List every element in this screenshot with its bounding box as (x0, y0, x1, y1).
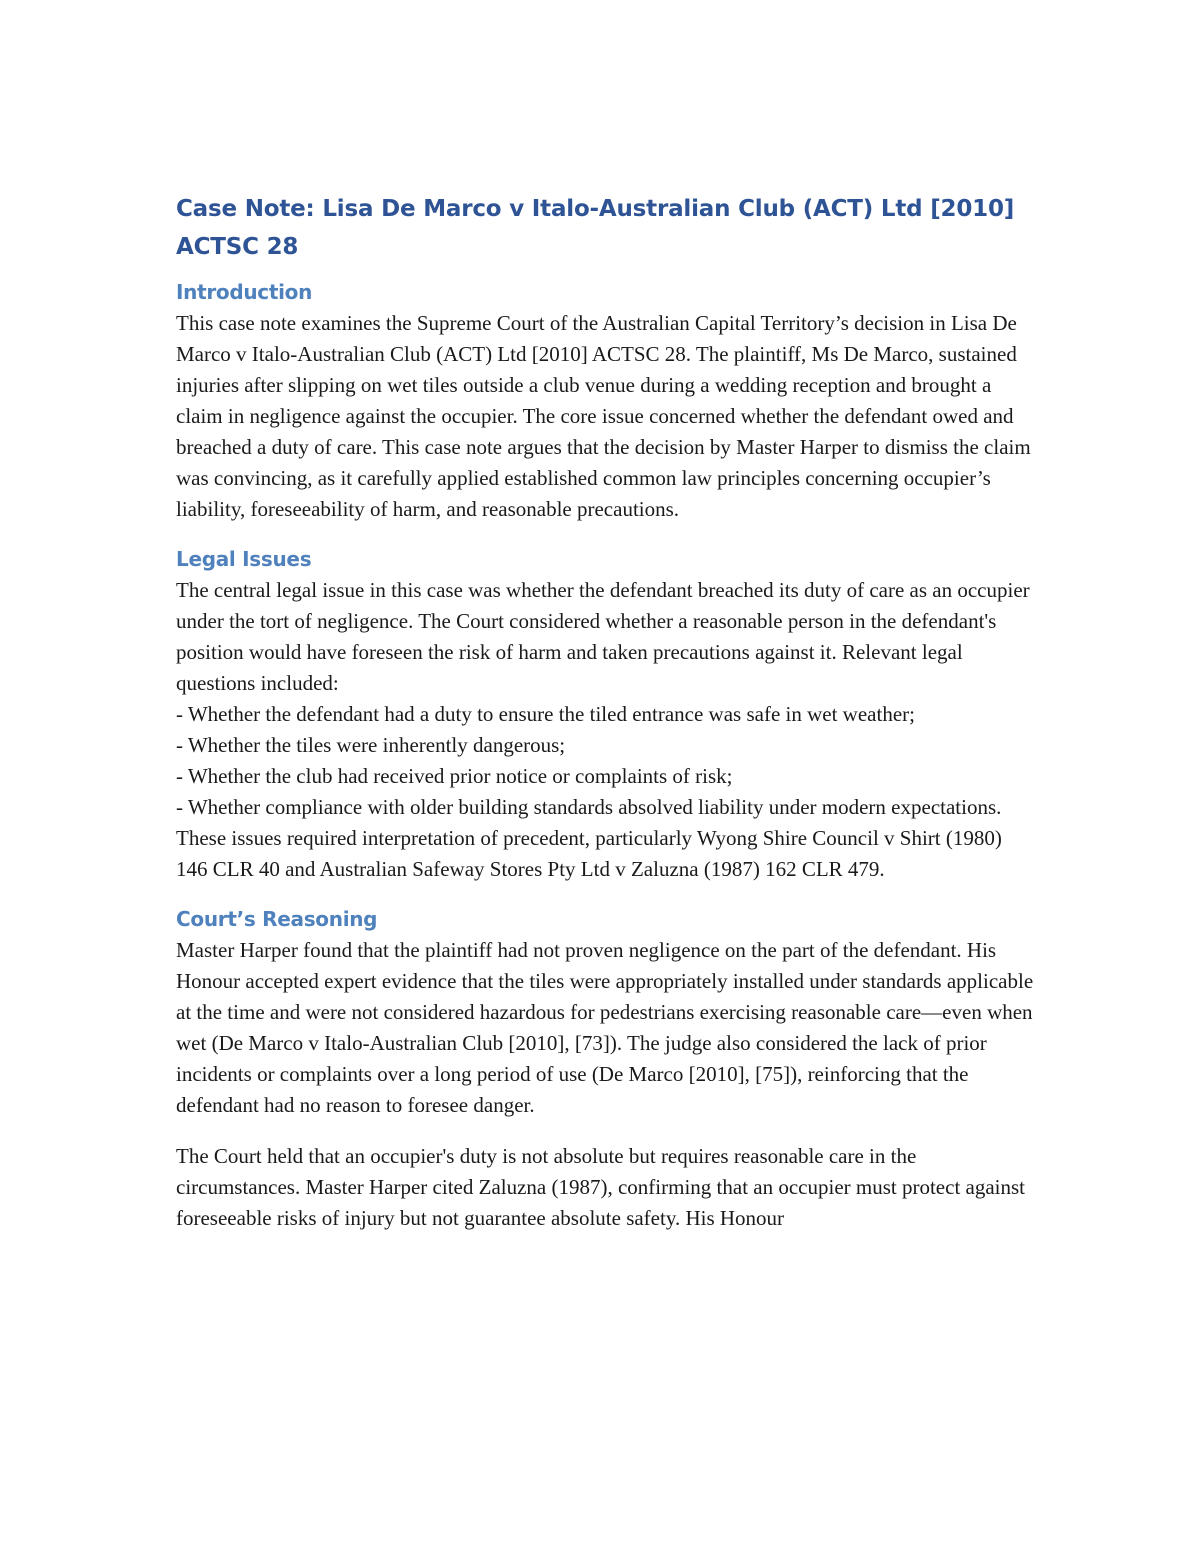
case-note-title: Case Note: Lisa De Marco v Italo-Australian Club (ACT) Ltd [2010] ACTSC 28 (176, 196, 1015, 260)
legal-issue-item: - Whether the defendant had a duty to ensure the tiled entrance was safe in wet weather; (176, 702, 915, 726)
introduction-heading: Introduction (176, 280, 313, 304)
courts-reasoning-heading: Court’s Reasoning (176, 907, 378, 931)
legal-issue-item: - Whether compliance with older building standards absolved liability under modern expectations. (176, 795, 1002, 819)
legal-issues-heading: Legal Issues (176, 547, 312, 571)
introduction-paragraph: This case note examines the Supreme Court of the Australian Capital Territory’s decision in Lisa De Marco v Italo-Australian Club (ACT) Ltd [2010] ACTSC 28. The plaintiff, Ms De Marco, sustained injuries after slipping on wet tiles outside a club venue during a wedding reception and brought a claim in negligence against the occupier. The core issue concerned whether the defendant owed and breached a duty of care. This case note argues that the decision by Master Harper to dismiss the claim was convincing, as it carefully applied established common law principles concerning occupier’s liability, foreseeability of harm, and reasonable precautions. (176, 311, 1031, 521)
courts-reasoning-paragraph: Master Harper found that the plaintiff had not proven negligence on the part of the defendant. His Honour accepted expert evidence that the tiles were appropriately installed under standards applicable at the time and were not considered hazardous for pedestrians exercising reasonable care—even when wet (De Marco v Italo-Australian Club [2010], [73]). The judge also considered the lack of prior incidents or complaints over a long period of use (De Marco [2010], [75]), reinforcing that the defendant had no reason to foresee danger. (176, 938, 1034, 1117)
legal-issues-intro: The central legal issue in this case was whether the defendant breached its duty of care as an occupier under the tort of negligence. The Court considered whether a reasonable person in the defendant's position would have foreseen the risk of harm and taken precautions against it. Relevant legal questions included: (176, 578, 1030, 695)
legal-issue-item: - Whether the club had received prior notice or complaints of risk; (176, 764, 733, 788)
legal-issues-closing: These issues required interpretation of precedent, particularly Wyong Shire Council v Shirt (1980) 146 CLR 40 and Australian Safeway Stores Pty Ltd v Zaluzna (1987) 162 CLR 479. (176, 826, 1002, 881)
legal-issue-item: - Whether the tiles were inherently dangerous; (176, 733, 566, 757)
document-body (176, 190, 1036, 1234)
courts-reasoning-paragraph: The Court held that an occupier's duty is not absolute but requires reasonable care in the circumstances. Master Harper cited Zaluzna (1987), confirming that an occupier must protect against foreseeable risks of injury but not guarantee absolute safety. His Honour (176, 1144, 1026, 1230)
